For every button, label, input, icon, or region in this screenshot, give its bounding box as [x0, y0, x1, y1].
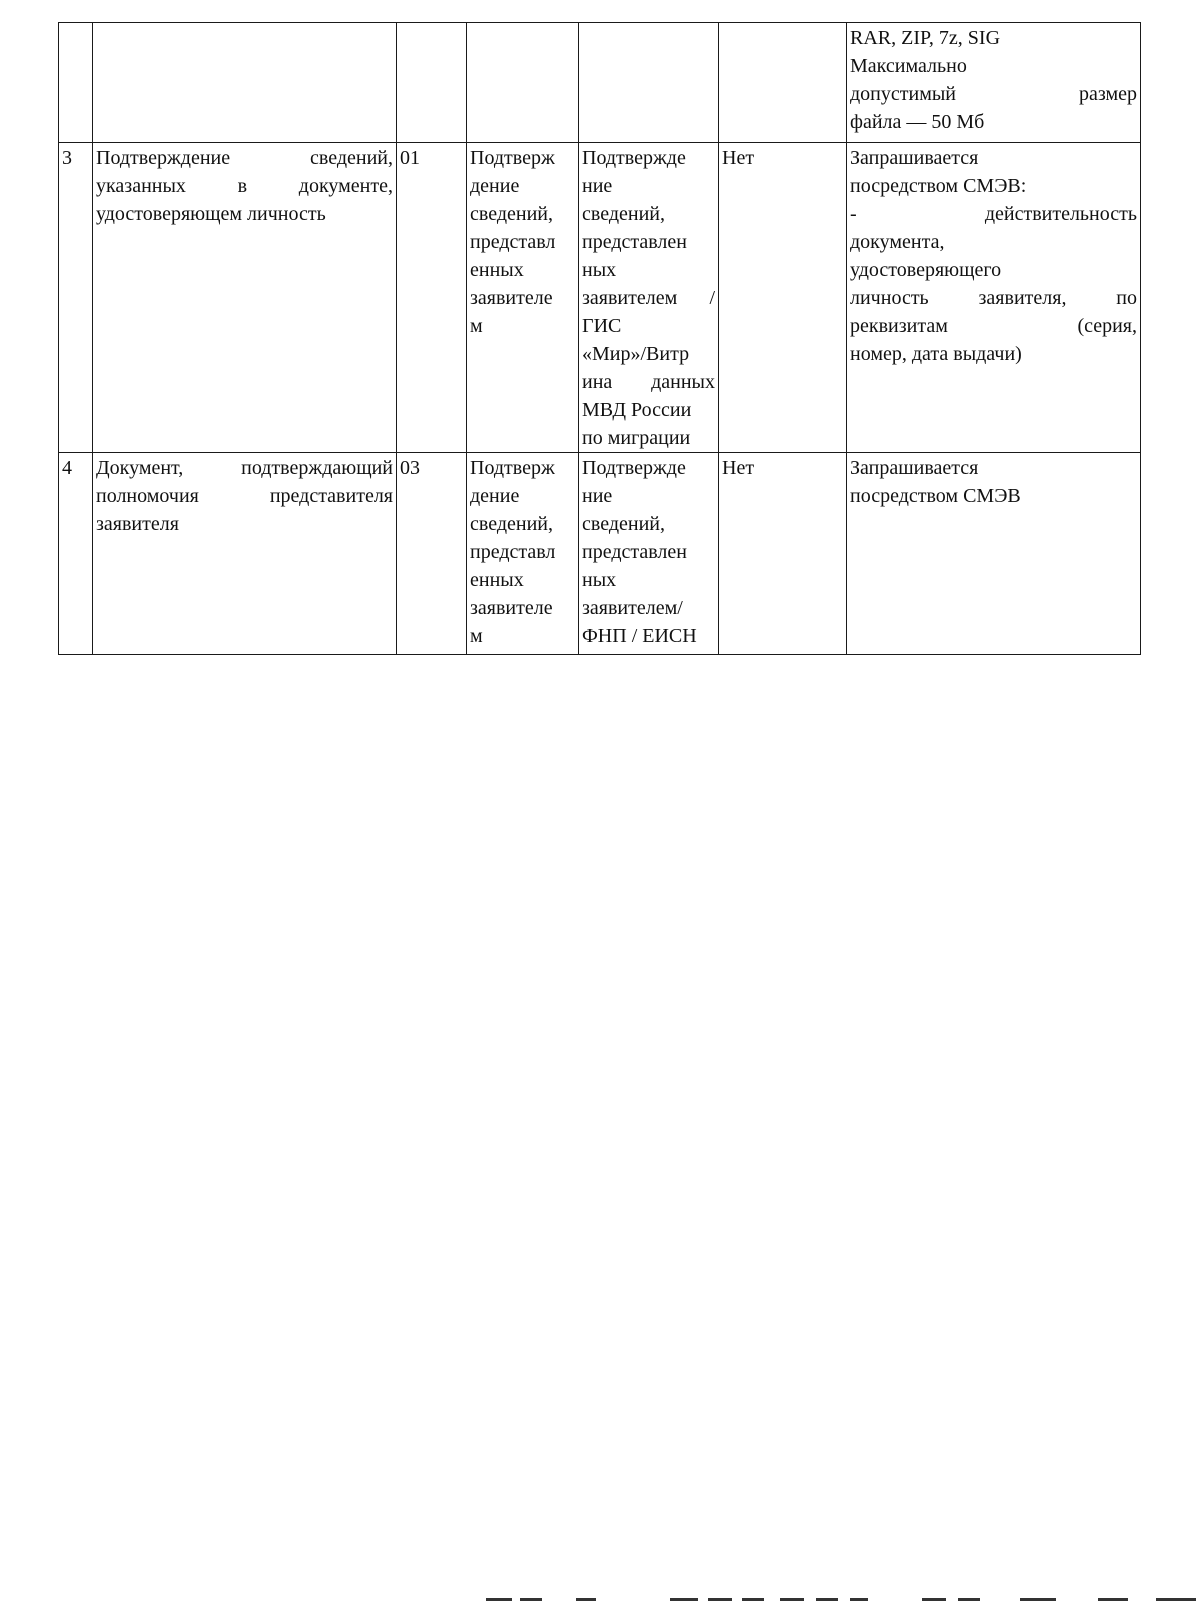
service-source-line: ГИС [582, 315, 622, 337]
note-line: посредством СМЭВ: [850, 175, 1027, 197]
name-line: полномочия представителя [96, 485, 393, 507]
cell-note [847, 453, 1141, 655]
service-source-line: сведений, [582, 513, 665, 535]
service-source-line: ина данных [582, 371, 715, 393]
service-source-line: по миграции [582, 427, 691, 449]
service-type-line: Подтверж [470, 457, 555, 479]
service-type-line: дение [470, 485, 520, 507]
service-source-line: заявителем/ [582, 597, 683, 619]
cell-service-source [579, 453, 719, 655]
cell-number [59, 143, 93, 453]
cell-service-type [467, 453, 579, 655]
note-line: допустимый размер [850, 83, 1137, 105]
note-line: RAR, ZIP, 7z, SIG [850, 27, 1001, 49]
service-source-line: ФНП / ЕИСН [582, 625, 697, 647]
service-type-line: енных [470, 259, 524, 281]
table-row [59, 453, 1141, 655]
note-line: реквизитам (серия, [850, 315, 1137, 337]
table-row [59, 143, 1141, 453]
cell-code [397, 23, 467, 143]
requirements-table [58, 22, 1141, 655]
note-line: посредством СМЭВ [850, 485, 1021, 507]
service-source-line: ние [582, 485, 613, 507]
service-source-line: «Мир»/Витр [582, 343, 690, 365]
code-value: 01 [400, 147, 420, 169]
cell-document-name [93, 453, 397, 655]
service-source-line: ние [582, 175, 613, 197]
scan-artifact-marks [480, 1598, 1200, 1602]
service-type-line: представл [470, 541, 556, 563]
service-source-line: Подтвержде [582, 147, 686, 169]
service-source-line: Подтвержде [582, 457, 686, 479]
cell-document-name [93, 143, 397, 453]
cell-code [397, 453, 467, 655]
cell-note [847, 143, 1141, 453]
note-line: файла — 50 Мб [850, 111, 985, 133]
cell-service-source [579, 23, 719, 143]
cell-required-flag [719, 453, 847, 655]
service-type-line: м [470, 315, 483, 337]
service-type-line: Подтверж [470, 147, 555, 169]
name-line: Подтверждение сведений, [96, 147, 393, 169]
service-source-line: заявителем / [582, 287, 715, 309]
note-line: удостоверяющего [850, 259, 1002, 281]
note-line: номер, дата выдачи) [850, 343, 1022, 365]
cell-number [59, 453, 93, 655]
cell-service-source [579, 143, 719, 453]
name-line: Документ, подтверждающий [96, 457, 393, 479]
name-line: удостоверяющем личность [96, 203, 326, 225]
cell-document-name [93, 23, 397, 143]
name-line: указанных в документе, [96, 175, 393, 197]
service-source-line: представлен [582, 541, 687, 563]
row-number: 3 [62, 147, 72, 169]
service-source-line: сведений, [582, 203, 665, 225]
cell-code [397, 143, 467, 453]
service-type-line: заявителе [470, 597, 553, 619]
required-flag-value: Нет [722, 147, 755, 169]
table-row [59, 23, 1141, 143]
code-value: 03 [400, 457, 420, 479]
required-flag-value: Нет [722, 457, 755, 479]
cell-service-type [467, 143, 579, 453]
note-line: - действительность [850, 203, 1137, 225]
name-line: заявителя [96, 513, 179, 535]
cell-number [59, 23, 93, 143]
cell-required-flag [719, 23, 847, 143]
note-line: Запрашивается [850, 457, 979, 479]
cell-required-flag [719, 143, 847, 453]
cell-note [847, 23, 1141, 143]
service-source-line: ных [582, 259, 617, 281]
service-type-line: м [470, 625, 483, 647]
note-line: Запрашивается [850, 147, 979, 169]
service-type-line: сведений, [470, 513, 553, 535]
service-type-line: представл [470, 231, 556, 253]
cell-service-type [467, 23, 579, 143]
service-source-line: ных [582, 569, 617, 591]
service-type-line: енных [470, 569, 524, 591]
service-type-line: дение [470, 175, 520, 197]
service-source-line: представлен [582, 231, 687, 253]
note-line: документа, [850, 231, 945, 253]
service-type-line: заявителе [470, 287, 553, 309]
note-line: Максимально [850, 55, 967, 77]
service-source-line: МВД России [582, 399, 692, 421]
note-line: личность заявителя, по [850, 287, 1137, 309]
row-number: 4 [62, 457, 72, 479]
service-type-line: сведений, [470, 203, 553, 225]
